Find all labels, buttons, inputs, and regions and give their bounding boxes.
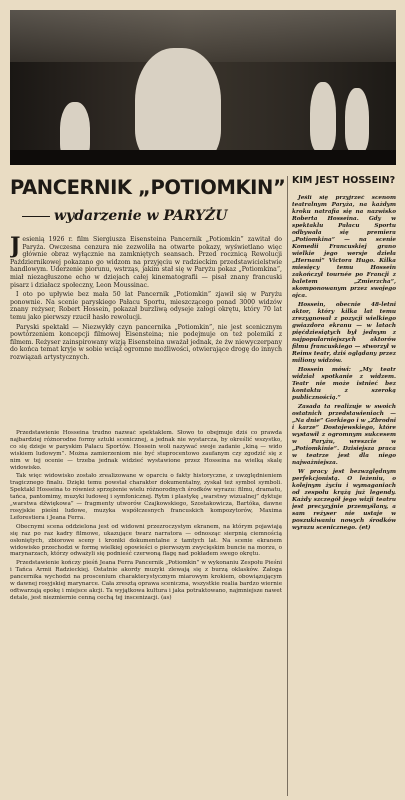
- sidebar-paragraph: Hossein mówi: „My teatr widział spotkanie z widzem. Teatr nie może istnieć bez kontaktu z szeroką publicznością.”: [292, 367, 396, 401]
- article-paragraph: Paryski spektakl — Niezwykły czyn pancernika „Potiomkin”, nie jest scenicznym powtórzeniem koncepcji filmowej Eisensteina; nie podejmuje on też polemiki z filmem. Reżyser zainspirowany wizją Eisensteina uważał jednak, że żw niewyczerpany do końca temat kryje w sobie wciąż ogromne możliwości, otwierające drogę do innych rozwiązań artystycznych.: [10, 323, 282, 361]
- article-column-bottom: [10, 430, 282, 800]
- photo-sailor-right: [310, 82, 336, 152]
- subhead-text: wydarzenie w PARYŻU: [54, 208, 228, 224]
- sidebar-paragraph: W pracy jest bezwzględnym perfekcjonistą. O leżeniu, o kolejnym życiu i wymaganiach od zespołu krążą już legendy. Każdy szczegół jego wizji teatru jest precyzyjnie przemyślany, a sam reżyser nie ustaje w poszukiwaniu nowych środków wyrazu scenicznego. (et): [292, 469, 396, 531]
- hero-photo: [10, 10, 396, 165]
- article-paragraph: Przedstawienie kończy pieśń Jeana Ferra Pancernik „Potiomkin” w wykonaniu Zespołu Pieśni i Tańca Armii Radzieckiej. Ostatnie akordy muzyki zlewają się z burzą oklasków. Załoga pancernika wychodzi na proscenium charakterystycznym miarowym krokiem, obowiązującym w dawnej rosyjskiej marynarce. Cała zresztą oprawa sceniczna, wszystkie realia bardzo wiernie odtwarzają epokę i miejsce akcji. Ta wyjątkowa kultura i jaka potraktowano, najmniejsze nawet detale, jest niezmiernie cenną cechą tej inscenizacji. (as): [10, 560, 282, 601]
- article-lead: esienią 1926 r. film Siergiusza Eisensteina Pancernik „Potiomkin” zawitał do Paryża. Owczesna cenzura nie zezwoliła na otwarte pokazy, wyświetlano więc głównie obraz wyłącznie na zamkniętych seansach. Przed rocznicą Rewolucji Październikowej pokazano go widzom na przyjęciu w radzieckim przedstawicielstwie handlowym. Uderzenie piorunu, wstrząs, jakim stał się w Paryżu pokaz „Potiomkina”, miał niezagłuszone echo w dziejach całej kinematografii — pisał znany francuski pisarz i działacz społeczny, Leon Moussinac.: [10, 236, 282, 289]
- column-divider: [287, 176, 288, 796]
- article-paragraph: Obecnymi scena oddzielona jest od widowni przezroczystym ekranem, na którym pojawiają się raz po raz kadry filmowe, ukazujące twarz narratora — odnosząc sierpnią ciemnością osłoniętych, zbiorowe sceny i kroniki dokumentalne z tamtych lat. Na scenie ekranem widowisko przechodzi w formę wielkiej opowieści o pierwszym zwycięskim buncie na morzu, o marynarzach, którzy odważyli się podnieść czerwoną flagę nad pokładem swego okrętu.: [10, 523, 282, 558]
- article-paragraph: Tak więc widowisko zostało zrealizowane w oparciu o fakty historyczne, z uwzględnieniem tragicznego finalu. Dzięki temu powstał charakter dokumentalny, zyskał też symbol symboli. Spektakl Hosseina to również sprzężenie wielu różnorodnych środków wyrazu: filmu, dramatu, tańca, pantomimy, muzyki ludowej i symfonicznej. Rytm i plastykę „warstwy wizualnej” dyktuje „warstwa dźwiękowa” — fragmenty utworów Czajkowskiego, Szostakowicza, Bartóka, dawne rosyjskie pieśni ludowe, muzyka współczesnych francuskich kompozytorów, Maxima Leforestiera i Jeana Ferra.: [10, 473, 282, 521]
- sidebar-column: [292, 195, 396, 800]
- subhead: [18, 208, 280, 224]
- headline: PANCERNIK „POTIOMKIN”: [10, 176, 286, 199]
- photo-deck: [10, 150, 396, 165]
- article-paragraph: I oto po upływie bez mała 50 lat Pancernik „Potiomkin” zjawił się w Paryżu ponownie. Na scenie paryskiego Pałacu Sportu, mieszczącego ponad 3000 widzów znany reżyser, Robert Hossein, pokazał burzliwą odyseje załogi okrętu, który 70 lat temu jako pierwszy rzucił hasło rewolucji.: [10, 291, 282, 321]
- photo-sailor-central: [135, 48, 221, 165]
- sidebar-title: KIM JEST HOSSEIN?: [292, 175, 396, 186]
- photo-sky: [10, 10, 396, 62]
- article-paragraph: Przedstawienie Hosseina trudno nazwać spektaklem. Słowo to obejmuje dziś co prawda najbardziej różnorodne formy sztuki scenicznej, a jednak nie wystarcza, by określić wszystko, co się dzieje w paryskim Pałacu Sportów. Hossein woli nazywać swoje zadanie „kiną — wido wiskiem ludowym”. Można zamierzeniom nie być stuprocentowo zaufanym czy zgodzić się z nim w tej ocenie — trzeba jednak widzieć wystawione przez Hosseina na wielką skalę widowisko.: [10, 430, 282, 471]
- article-column-top: [10, 236, 282, 428]
- sidebar-paragraph: Jeśli się przyjrzeć scenom teatralnym Paryża, na każdym kroku natrafia się na nazwisko Roberta Hosseina. Gdy w spektaklu Pałacu Sportu odbywała się premiera „Potiomkina” — na scenie Komedii Francuskiej grano wielkie jego wersje dzieła „Hernani” Victora Hugo. Kilka miesięcy temu Hossein zakończył tournée po Francji z baletem „Zmierzcha”, skomponowanym przez swojego ojca.: [292, 195, 396, 299]
- subhead-rule: [22, 216, 50, 217]
- drop-cap: J: [10, 236, 21, 259]
- sidebar-paragraph: Hossein, obecnie 48-letni aktor, który kilka lat temu zrezygnował z pozycji wielkiego gwiazdora ekranu — w latach pięćdziesiątych był jednym z najpopularniejszych aktorów filmu francuskiego — stworzył w Reims teatr, dziś oglądany przez miliony widzów.: [292, 302, 396, 364]
- photo-sailor-far-right: [345, 88, 369, 153]
- sidebar-paragraph: Zasada ta realizuje w swoich ostatnich przedstawieniach — „Na dnie” Gorkiego i w „Zbrodni i karze” Dostojewskiego, które wystawił z ogromnym sukcesem w Paryżu, wreszcie w „Potiomkinie”. Dzisiejsza praca w teatrze jest dla niego najważniejsza.: [292, 404, 396, 466]
